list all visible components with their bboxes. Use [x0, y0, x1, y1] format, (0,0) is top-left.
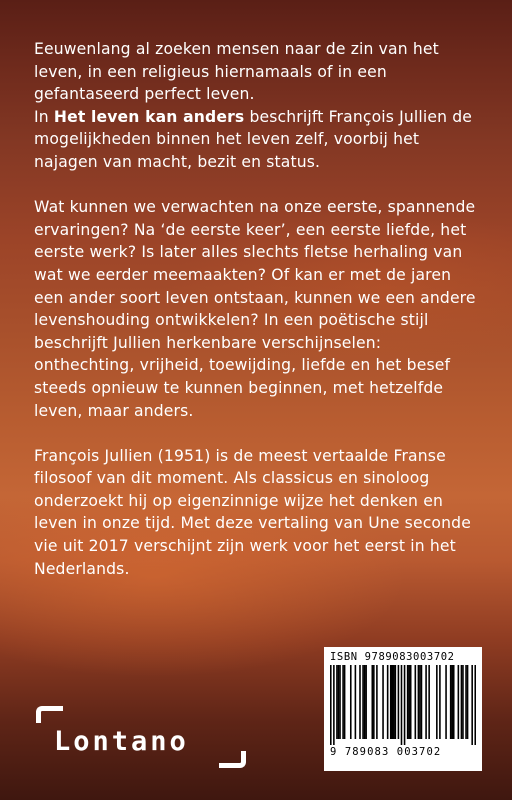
- barcode-bar: [398, 665, 400, 739]
- publisher-logo: [36, 706, 246, 768]
- isbn-label: ISBN 9789083003702: [330, 651, 455, 663]
- barcode-bar: [408, 665, 410, 739]
- blurb-in-word: In: [34, 107, 49, 126]
- barcode-bar: [471, 665, 473, 745]
- barcode-digits: 9 789083 003702: [330, 746, 442, 758]
- barcode-bar: [451, 665, 453, 739]
- barcode-bar: [445, 665, 447, 739]
- barcode-bar: [474, 665, 476, 745]
- barcode-bar: [355, 665, 357, 739]
- barcode-bar: [436, 665, 438, 739]
- barcode-bar: [393, 665, 395, 739]
- barcode-bar: [373, 665, 375, 739]
- barcode-bar: [428, 665, 430, 739]
- barcode-bar: [382, 665, 384, 739]
- barcode-bar: [401, 665, 403, 745]
- barcode-bar: [453, 665, 455, 739]
- barcode-bar: [391, 665, 393, 739]
- barcode-bars: [330, 665, 476, 745]
- barcode-bar: [364, 665, 366, 739]
- barcode-bar: [450, 665, 452, 739]
- barcode-bar: [333, 665, 335, 745]
- blurb-paragraph-1: [34, 38, 484, 174]
- barcode-bar: [387, 665, 389, 739]
- barcode-bar: [415, 665, 417, 739]
- barcode-bar: [407, 665, 409, 739]
- barcode-bar: [439, 665, 441, 739]
- barcode-bar: [425, 665, 427, 739]
- barcode-bar: [371, 665, 373, 739]
- isbn-barcode: [324, 647, 482, 771]
- barcode-bar: [362, 665, 364, 739]
- publisher-name: Lontano: [54, 726, 189, 757]
- barcode-bar: [342, 665, 344, 739]
- logo-corner-bottom-right: [219, 751, 246, 768]
- blurb-paragraph-3: François Jullien (1951) is de meest vertaalde Franse filosoof van dit moment. Als classicus en sinoloog onderzoekt hij op eigenzinnige wijze het denken en leven in onze tijd. Met deze vertaling van Une seconde vie uit 2017 verschijnt zijn werk voor het eerst in het Nederlands.: [34, 446, 471, 578]
- barcode-bar: [461, 665, 463, 739]
- barcode-bar: [344, 665, 346, 739]
- barcode-bar: [330, 665, 332, 745]
- barcode-bar: [404, 665, 406, 745]
- barcode-bar: [419, 665, 421, 739]
- barcode-bar: [390, 665, 392, 739]
- barcode-bar: [376, 665, 378, 739]
- blurb-text: [34, 38, 484, 580]
- barcode-bar: [458, 665, 460, 739]
- barcode-bar: [338, 665, 340, 739]
- blurb-intro-rest: beschrijft François Jullien de mogelijkheden binnen het leven zelf, voorbij het najagen van macht, bezit en status.: [34, 107, 473, 171]
- barcode-bar: [462, 665, 464, 739]
- barcode-bar: [421, 665, 423, 739]
- barcode-bar: [467, 665, 469, 739]
- logo-corner-top-left: [36, 706, 63, 723]
- barcode-bar: [465, 665, 467, 739]
- blurb-paragraph-2: Wat kunnen we verwachten na onze eerste, spannende ervaringen? Na ‘de eerste keer’, een eerste liefde, het eerste werk? Is later alles slechts fletse herhaling van wat we eerder meemaakten? Of kan er met de jaren een ander soort leven ontstaan, kunnen we een andere levenshouding ontwikkelen? In een poëtische stijl beschrijft Jullien herkenbare verschijnselen: onthechting, vrijheid, toewijding, liefde en het besef steeds opnieuw te kunnen beginnen, met hetzelfde leven, maar anders.: [34, 198, 476, 420]
- barcode-bar: [395, 665, 397, 739]
- barcode-bar: [336, 665, 338, 739]
- barcode-bar: [365, 665, 367, 739]
- book-title: Het leven kan anders: [53, 107, 245, 126]
- blurb-intro-line: Eeuwenlang al zoeken mensen naar de zin van het leven, in een religieus hiernamaals of in een gefantaseerd perfect leven.: [34, 40, 439, 104]
- barcode-bar: [410, 665, 412, 739]
- barcode-bar: [339, 665, 341, 739]
- barcode-bar: [418, 665, 420, 739]
- barcode-bar: [359, 665, 361, 739]
- barcode-bar: [350, 665, 352, 739]
